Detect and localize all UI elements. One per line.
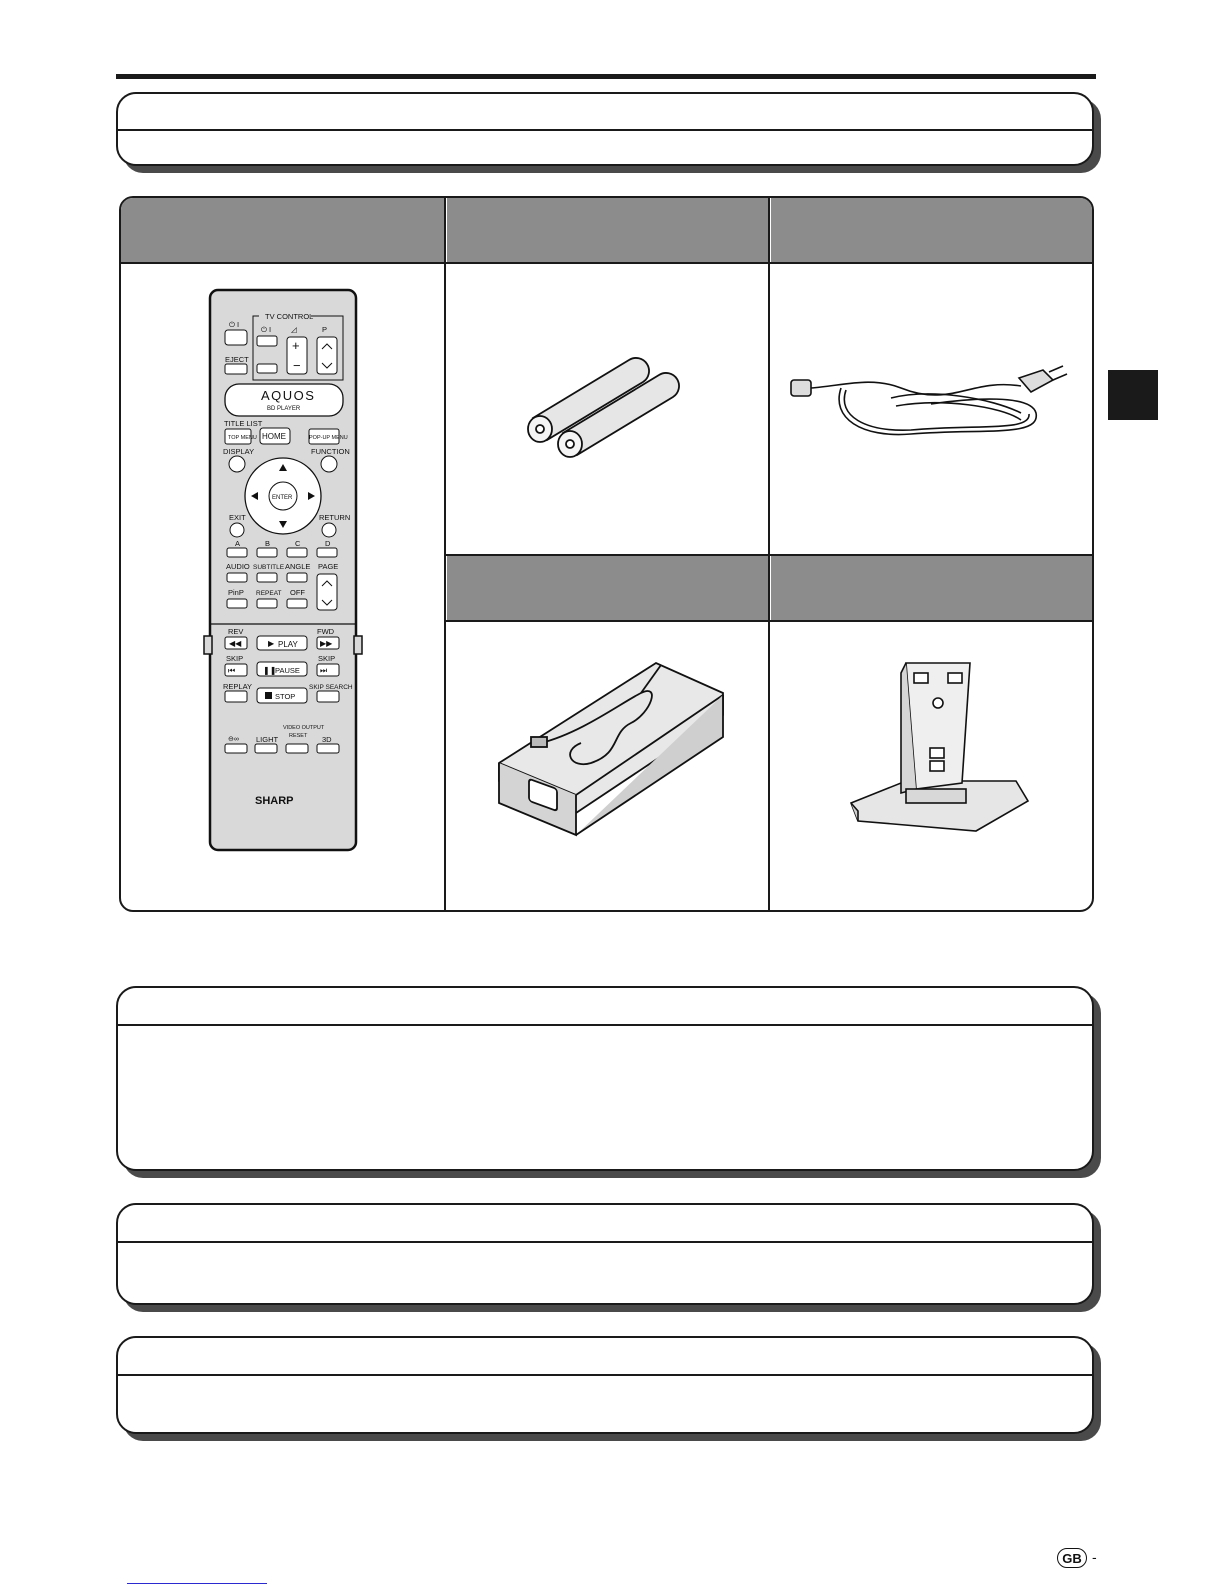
svg-text:▶▶: ▶▶ [320,639,333,648]
svg-text:❚❚: ❚❚ [263,666,277,675]
header-power-cord [771,198,1094,262]
page-label: PAGE [318,562,339,571]
play-label: PLAY [278,640,298,649]
brand-sub: BD PLAYER [267,406,301,412]
svg-text:−: − [293,358,301,373]
header-remote [121,198,445,262]
svg-text:◀◀: ◀◀ [229,639,242,648]
pinp-label: PinP [228,588,244,597]
channel-label: P [322,325,328,334]
grid-line [768,198,770,912]
svg-text:⏭: ⏭ [320,666,328,675]
pause-label: PAUSE [275,666,300,675]
exit-label: EXIT [229,513,246,522]
brand-panel: AQUOS [261,388,316,403]
c-label: C [295,539,301,548]
function-label: FUNCTION [311,447,350,456]
replay-label: REPLAY [223,682,253,691]
stop-label: STOP [275,692,296,701]
header-ac-adapter [447,556,769,620]
top-menu-label: TOP MENU [228,435,257,441]
a-label: A [235,539,241,548]
volume-label: ◿ [291,325,297,334]
stand-illustration [846,653,1036,843]
skip-right-label: SKIP [318,654,336,663]
enter-label: ENTER [272,495,293,501]
page-number-dash: - [1092,1549,1097,1565]
top-rule [116,74,1096,79]
svg-text:⏮: ⏮ [228,666,236,675]
audio-label: AUDIO [226,562,250,571]
title-list-label: TITLE LIST [224,419,263,428]
chapter-tab [1108,370,1158,420]
3d-label: 3D [322,735,332,744]
svg-text:▶: ▶ [268,639,275,648]
popup-menu-label: POP-UP MENU [309,435,348,441]
title-box-divider [118,129,1092,131]
rev-label: REV [228,627,244,636]
svg-text:+: + [292,338,300,353]
grid-line [121,262,1094,264]
title-box [116,92,1094,166]
power-cord-illustration [781,358,1081,448]
remote-logo: SHARP [255,795,294,807]
batteries-illustration [511,348,691,458]
info-box-3-divider [118,1374,1092,1376]
remote-control-illustration [201,286,371,856]
grid-line [444,198,446,912]
repeat-label: REPEAT [256,590,282,597]
region-badge: GB [1057,1548,1087,1568]
info-box-2 [116,1203,1094,1305]
light-label: LIGHT [256,735,279,744]
accessories-table [119,196,1094,912]
header-stand [771,556,1094,620]
ac-adapter-illustration [491,653,731,843]
return-label: RETURN [319,513,351,522]
video-output-label: VIDEO OUTPUT [283,725,325,731]
off-label: OFF [290,588,305,597]
angle-label: ANGLE [285,562,311,571]
svg-text:⊖∞: ⊖∞ [228,736,239,743]
info-box-1 [116,986,1094,1171]
display-label: DISPLAY [223,447,255,456]
skip-left-label: SKIP [226,654,244,663]
reset-label: RESET [289,733,308,739]
tv-power-label: ⏻ I [261,325,272,334]
d-label: D [325,539,331,548]
info-box-2-divider [118,1241,1092,1243]
info-box-1-divider [118,1024,1092,1026]
header-batteries [447,198,769,262]
subtitle-label: SUBTITLE [253,564,285,571]
b-label: B [265,539,271,548]
home-label: HOME [262,432,286,441]
standby-label: ⏻ I [229,320,240,329]
eject-label: EJECT [225,355,249,364]
tv-control-label: TV CONTROL [265,312,314,321]
fwd-label: FWD [317,627,335,636]
info-box-3 [116,1336,1094,1434]
skip-search-label: SKIP SEARCH [309,684,353,691]
